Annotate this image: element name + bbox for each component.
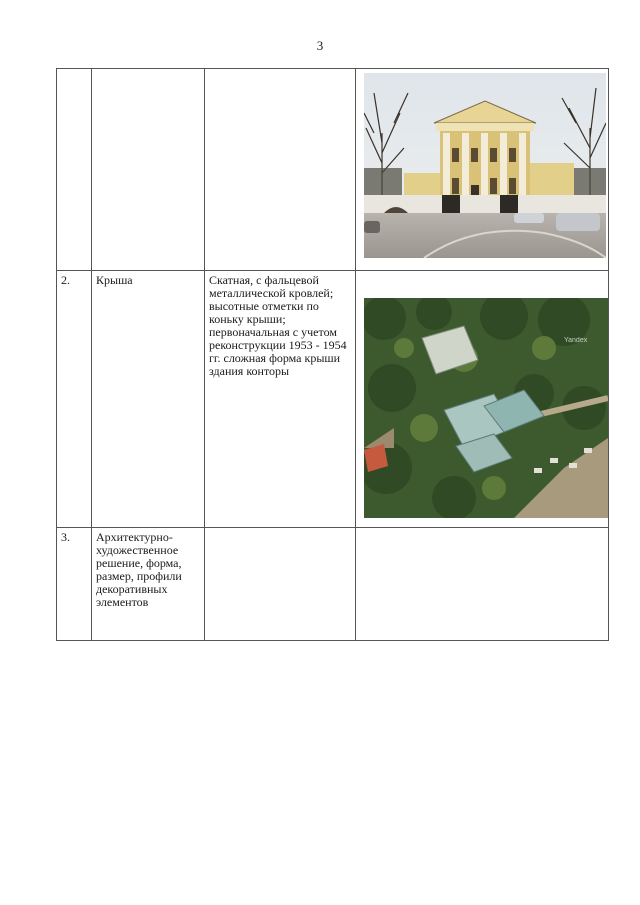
feature-description	[205, 69, 356, 271]
row-number: 3.	[57, 528, 92, 641]
photo-cell	[356, 528, 609, 641]
feature-description: Скатная, с фальцевой металлической кровлей; высотные отметки по коньку крыши; первоначальная с учетом реконструкции 1953 - 1954 гг. сложная форма крыши здания конторы	[205, 271, 356, 528]
row-number	[57, 69, 92, 271]
photo-cell	[356, 69, 609, 271]
facade-photo	[364, 73, 606, 258]
photo-cell	[356, 271, 609, 528]
feature-name	[92, 69, 205, 271]
page-number: 3	[316, 38, 324, 53]
table-row	[57, 528, 609, 641]
feature-name: Архитектурно-художественное решение, форма, размер, профили декоративных элементов	[92, 528, 205, 641]
features-table	[56, 68, 609, 641]
feature-name: Крыша	[92, 271, 205, 528]
feature-description	[205, 528, 356, 641]
table-row	[57, 271, 609, 528]
aerial-roof-photo	[364, 298, 608, 518]
row-number: 2.	[57, 271, 92, 528]
map-watermark: Yandex	[564, 337, 588, 344]
table-row	[57, 69, 609, 271]
